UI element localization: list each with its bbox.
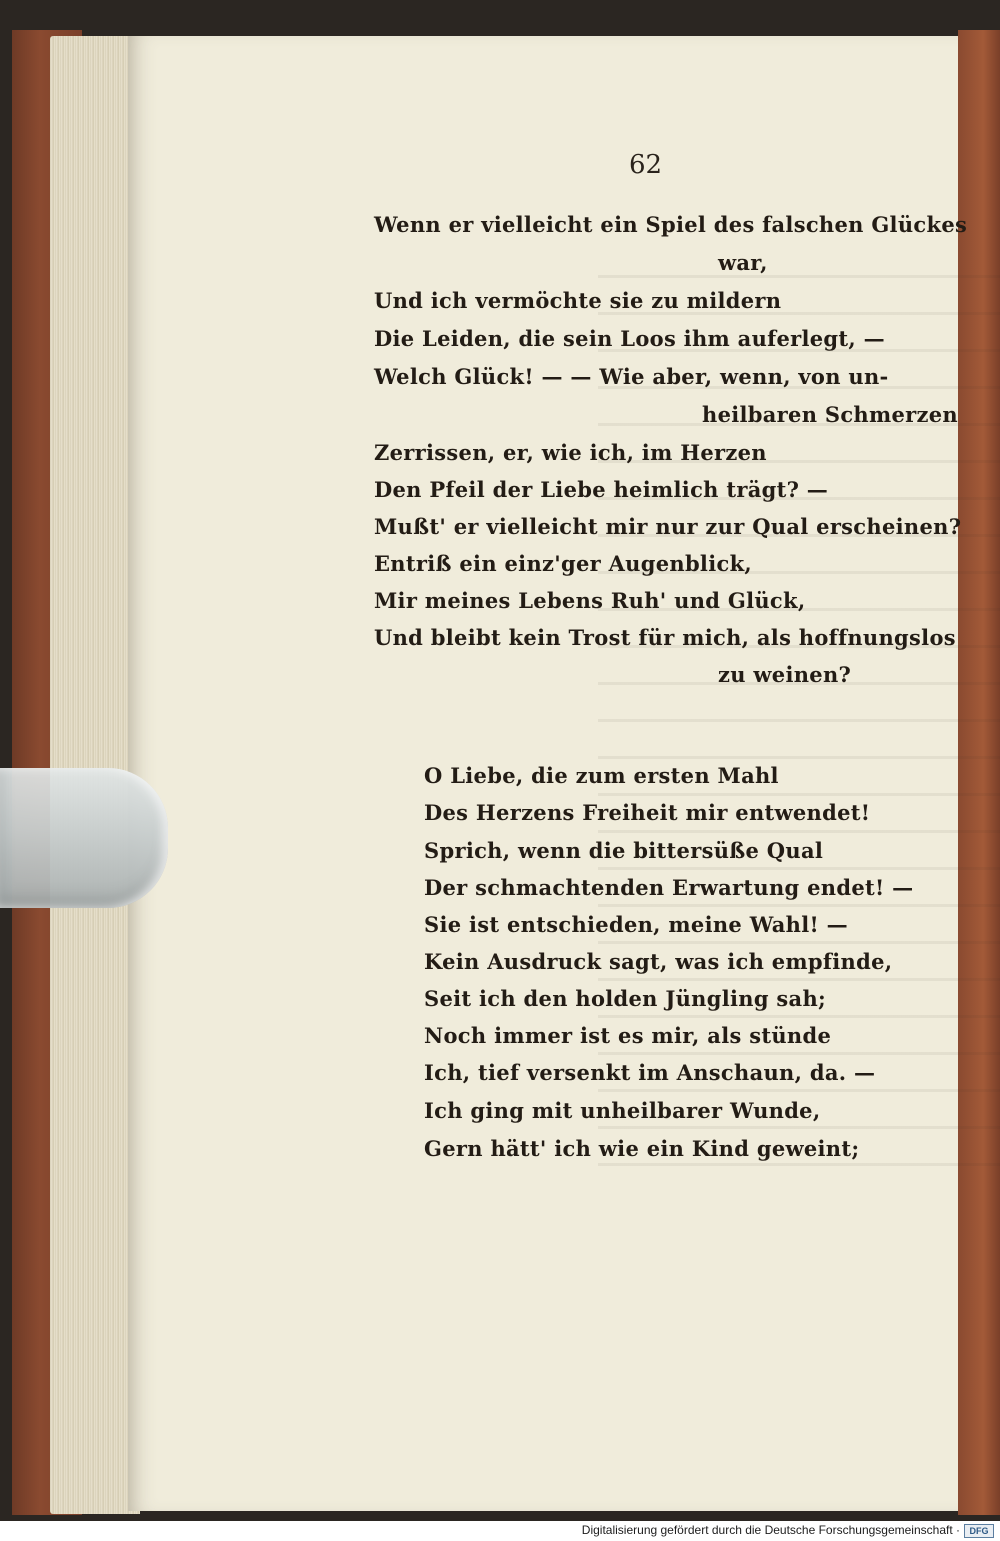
text-line: war, bbox=[718, 250, 768, 275]
footer bbox=[0, 1521, 1000, 1541]
text-line: heilbaren Schmerzen bbox=[702, 402, 958, 427]
text-line: Wenn er vielleicht ein Spiel des falschen Glückes bbox=[374, 212, 968, 237]
text-line: Kein Ausdruck sagt, was ich empfinde, bbox=[424, 949, 893, 974]
text-line: Welch Glück! — — Wie aber, wenn, von un- bbox=[374, 364, 889, 389]
text-line: Ich, tief versenkt im Anschaun, da. — bbox=[424, 1060, 876, 1085]
text-line: Und bleibt kein Trost für mich, als hoffnungslos bbox=[374, 625, 956, 650]
text-line: Mir meines Lebens Ruh' und Glück, bbox=[374, 588, 806, 613]
text-line: Der schmachtenden Erwartung endet! — bbox=[424, 875, 914, 900]
funding-credit: Digitalisierung gefördert durch die Deutsche Forschungsgemeinschaft · bbox=[581, 1523, 960, 1537]
text-line: Des Herzens Freiheit mir entwendet! bbox=[424, 800, 871, 825]
text-line: Noch immer ist es mir, als stünde bbox=[424, 1023, 832, 1048]
text-line: Mußt' er vielleicht mir nur zur Qual erscheinen? bbox=[374, 514, 962, 539]
dfg-logo-icon: DFG bbox=[964, 1524, 994, 1538]
text-line: O Liebe, die zum ersten Mahl bbox=[424, 763, 779, 788]
text-line: Die Leiden, die sein Loos ihm auferlegt, — bbox=[374, 326, 885, 351]
text-line: Ich ging mit unheilbarer Wunde, bbox=[424, 1098, 821, 1123]
text-line: zu weinen? bbox=[718, 662, 852, 687]
text-line: Und ich vermöchte sie zu mildern bbox=[374, 288, 782, 313]
text-line: Zerrissen, er, wie ich, im Herzen bbox=[374, 440, 767, 465]
text-line: Sie ist entschieden, meine Wahl! — bbox=[424, 912, 848, 937]
scanner-clamp bbox=[0, 768, 168, 908]
text-line: Sprich, wenn die bittersüße Qual bbox=[424, 838, 824, 863]
page-number: 62 bbox=[629, 150, 663, 180]
text-line: Seit ich den holden Jüngling sah; bbox=[424, 986, 827, 1011]
text-line: Gern hätt' ich wie ein Kind geweint; bbox=[424, 1136, 860, 1161]
text-line: Den Pfeil der Liebe heimlich trägt? — bbox=[374, 477, 829, 502]
text-line: Entriß ein einz'ger Augenblick, bbox=[374, 551, 753, 576]
